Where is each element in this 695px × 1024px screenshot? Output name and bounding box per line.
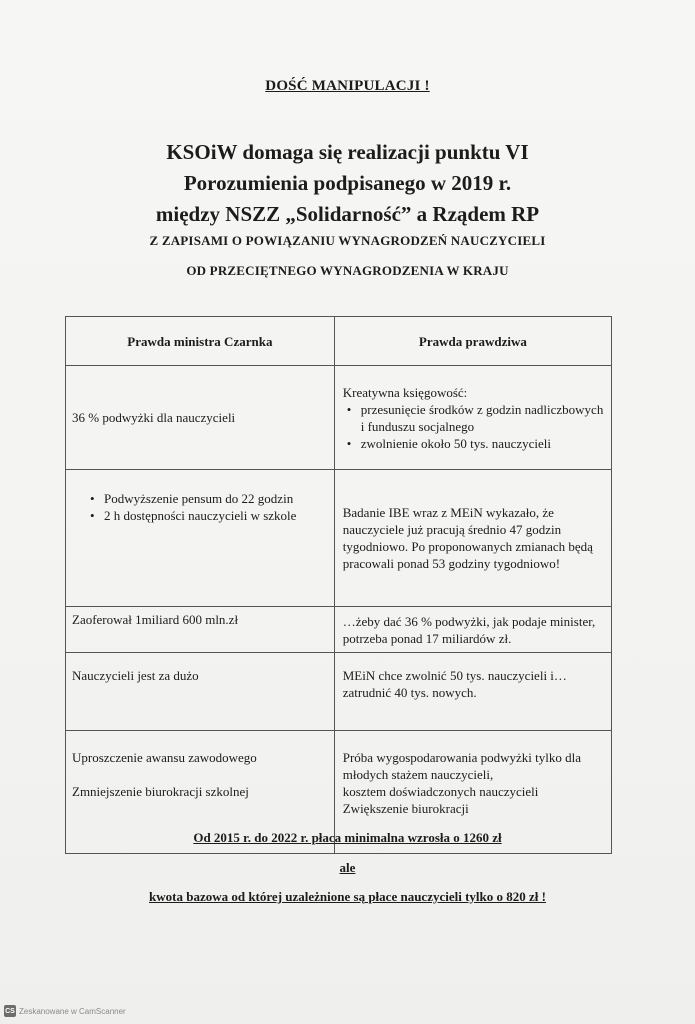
cell-left (66, 653, 335, 731)
scanner-watermark (4, 1005, 126, 1017)
header-minister-truth: Prawda ministra Czarnka (66, 317, 335, 366)
claim-text: Zmniejszenie biurokracji szkolnej (72, 784, 249, 799)
camscanner-logo-icon: CS (4, 1005, 16, 1017)
scanner-text: Zeskanowane w CamScanner (19, 1006, 126, 1016)
header-real-truth: Prawda prawdziwa (334, 317, 611, 366)
table-row (66, 470, 612, 607)
cell-right (334, 366, 611, 470)
claim-text: Zaoferował 1miliard 600 mln.zł (72, 612, 239, 627)
subtitle-line-1: Z ZAPISAMI O POWIĄZANIU WYNAGRODZEŃ NAUCZYCIELI (149, 233, 546, 248)
claim-text: Uproszczenie awansu zawodowego (72, 750, 257, 765)
cell-left (66, 470, 335, 607)
title-line-3: między NSZZ „Solidarność” a Rządem RP (155, 202, 540, 226)
table-header-row (66, 317, 612, 366)
claim-text: 36 % podwyżki dla nauczycieli (72, 410, 236, 425)
spacer (72, 766, 328, 783)
list-item: • Podwyższenie pensum do 22 godzin (104, 490, 328, 507)
subtitle-line-2: OD PRZECIĘTNEGO WYNAGRODZENIA W KRAJU (186, 263, 509, 278)
footer-minimum-wage: Od 2015 r. do 2022 r. płaca minimalna wzrosła o 1260 zł (193, 830, 502, 845)
footer-but: ale (339, 860, 356, 875)
cell-right (334, 653, 611, 731)
claim-list (72, 490, 328, 524)
list-item: • przesunięcie środków z godzin nadliczbowych i funduszu socjalnego (361, 401, 605, 435)
rebuttal-list (343, 401, 605, 452)
rebuttal-text: …żeby dać 36 % podwyżki, jak podaje minister, potrzeba ponad 17 miliardów zł. (342, 613, 596, 646)
rebuttal-text: kosztem doświadczonych nauczycieli (342, 784, 539, 799)
rebuttal-text: MEiN chce zwolnić 50 tys. nauczycieli i… zatrudnić 40 tys. nowych. (342, 668, 567, 700)
cell-right (334, 607, 611, 653)
footer-base-amount: kwota bazowa od której uzależnione są płace nauczycieli tylko o 820 zł ! (149, 889, 546, 904)
list-item: • zwolnienie około 50 tys. nauczycieli (361, 435, 605, 452)
headline-manipulation: DOŚĆ MANIPULACJI ! (265, 78, 430, 94)
title-line-1: KSOiW domaga się realizacji punktu VI (166, 140, 529, 164)
rebuttal-title: Kreatywna księgowość: (342, 384, 468, 400)
cell-left (66, 607, 335, 653)
rebuttal-text: Zwiększenie biurokracji (342, 801, 469, 816)
claim-text: Nauczycieli jest za dużo (72, 668, 199, 683)
cell-right (334, 470, 611, 607)
table-row (66, 607, 612, 653)
title-line-2: Porozumienia podpisanego w 2019 r. (183, 171, 512, 195)
rebuttal-text: Próba wygospodarowania podwyżki tylko dla młodych stażem nauczycieli, (342, 750, 582, 782)
table-row (66, 653, 612, 731)
table-row (66, 366, 612, 470)
rebuttal-text: Badanie IBE wraz z MEiN wykazało, że nauczyciele już pracują średnio 47 godzin tygodniowo. Po proponowanych zmianach będą pracowali ponad 53 godziny tygodniowo! (342, 505, 593, 571)
cell-left (66, 366, 335, 470)
comparison-table (65, 316, 612, 854)
list-item: • 2 h dostępności nauczycieli w szkole (104, 507, 328, 524)
